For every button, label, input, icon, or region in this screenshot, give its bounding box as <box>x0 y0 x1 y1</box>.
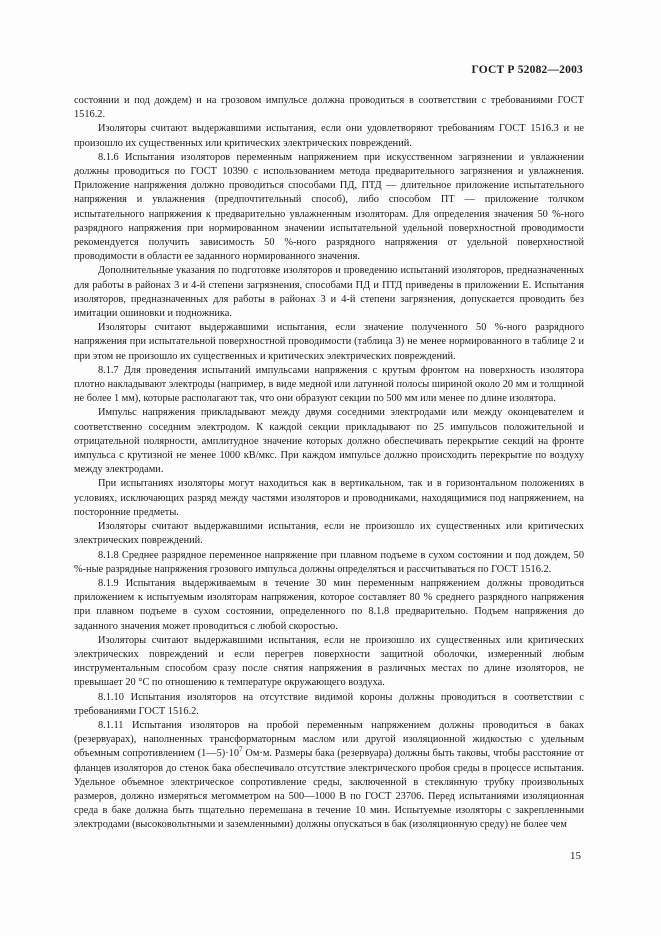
paragraph: Изоляторы считают выдержавшими испытания, если не произошло их существенных или критических электрических повреждений и если перегрев поверхности защитной оболочки, измеренный любым инструментальным способом сразу после снятия напряжения в различных местах по длине изоляторов, не превышает 20 °С по отношению к температуре окружающего воздуха. <box>74 634 584 689</box>
paragraph: Изоляторы считают выдержавшими испытания, если не произошло их существенных или критических электрических повреждений. <box>74 521 584 547</box>
document-code-header: ГОСТ Р 52082—2003 <box>471 64 583 76</box>
paragraph-8-1-11-part1: 8.1.11 Испытания изоляторов на пробой переменным напряжением должны проводиться в баках (резервуарах), наполненных трансформаторным маслом или другой изоляционной жидкостью с удельным объемным сопротивлением (1—5)·10 <box>74 719 584 760</box>
document-body <box>74 94 584 833</box>
paragraph-8-1-8: 8.1.8 Среднее разрядное переменное напряжение при плавном подъеме в сухом состоянии и под дождем, 50 %-ные разрядные напряжения грозового импульса должны определяться и рассчитываться по ГОСТ 1516.2. <box>74 549 584 575</box>
paragraph-8-1-11-part2: Ом·м. Размеры бака (резервуара) должны быть таковы, чтобы расстояние от фланцев изоляторов до стенок бака обеспечивало отсутствие электрического пробоя среды в процессе испытания. Удельное объемное электрическое сопротивление среды, заключенной в стеклянную трубку произвольных размеров, должно измеряться мегомметром на 500—1000 В по ГОСТ 23706. Перед испытаниями изоляционная среда в баке должна быть тщательно перемешана в течение 10 мин. Испытуемые изоляторы с закрепленными электродами (высоковольтными и заземленными) должны опускаться в бак (изоляционную среду) не более чем <box>74 748 585 831</box>
paragraph: Изоляторы считают выдержавшими испытания, если они удовлетворяют требованиям ГОСТ 1516.3 и не произошло их существенных или критических электрических повреждений. <box>74 123 584 149</box>
paragraph: Импульс напряжения прикладывают между двумя соседними электродами или между оконцевателем и соответственно соседним электродом. К каждой секции прикладывают по 25 импульсов положительной и отрицательной полярности, амплитудное значение которых должно обеспечивать перекрытие секций на фронте импульса с крутизной не менее 1000 кВ/мкс. При каждом импульсе должно происходить перекрытие по воздуху между электродами. <box>74 407 584 476</box>
paragraph-8-1-10: 8.1.10 Испытания изоляторов на отсутствие видимой короны должны проводиться в соответствии с требованиями ГОСТ 1516.2. <box>74 691 584 717</box>
paragraph: При испытаниях изоляторы могут находиться как в вертикальном, так и в горизонтальном положениях в условиях, исключающих разряд между частями изоляторов и проводниками, находящимися под напряжением, на посторонние предметы. <box>74 478 584 518</box>
paragraph: состоянии и под дождем) и на грозовом импульсе должна проводиться в соответствии с требованиями ГОСТ 1516.2. <box>74 95 584 121</box>
page-number: 15 <box>570 850 581 862</box>
paragraph-8-1-9: 8.1.9 Испытания выдерживаемым в течение 30 мин переменным напряжением должны проводиться приложением к испытуемым изоляторам напряжения, которое составляет 80 % среднего разрядного напряжения при плавном подъеме в сухом состоянии, определенного по 8.1.8 предварительно. Подъем напряжения до заданного значения может проводиться с любой скоростью. <box>74 577 584 632</box>
paragraph-8-1-6: 8.1.6 Испытания изоляторов переменным напряжением при искусственном загрязнении и увлажнении должны проводиться по ГОСТ 10390 с использованием метода предварительного загрязнения и увлажнения. Приложение напряжения должно проводиться способами ПД, ПТД — длительное приложение испытательного напряжения и увлажнения (предпочтительный способ), либо способом ПТ — приложение толчком испытательного напряжения к предварительно увлажненным изоляторам. Для определения значения 50 %-ного разрядного напряжения при нормированном значении испытательной удельной поверхностной проводимости рекомендуется получить зависимость 50 %-ного разрядного напряжения от удельной поверхностной проводимости в области ее заданного нормированного значения. <box>74 151 584 263</box>
paragraph: Дополнительные указания по подготовке изоляторов и проведению испытаний изоляторов, предназначенных для работы в районах 3 и 4-й степени загрязнения, способами ПД и ПТД приведены в приложении Е. Испытания изоляторов, предназначенных для работы в районах 3 и 4-й степени загрязнения, допускается проводить без имитации ошиновки и подножника. <box>74 265 584 320</box>
paragraph: Изоляторы считают выдержавшими испытания, если значение полученного 50 %-ного разрядного напряжения при испытательной поверхностной проводимости (таблица 3) не менее нормированного в таблице 2 и при этом не произошло их существенных и критических электрических повреждений. <box>74 322 584 362</box>
exponent: 7 <box>239 745 243 754</box>
paragraph-8-1-11 <box>74 719 584 833</box>
paragraph-8-1-7: 8.1.7 Для проведения испытаний импульсами напряжения с крутым фронтом на поверхность изолятора плотно накладывают электроды (например, в виде медной или латунной полосы шириной около 20 мм и толщиной не более 1 мм), которые располагают так, что они образуют секции по 500 мм или менее по длине изолятора. <box>74 364 584 405</box>
